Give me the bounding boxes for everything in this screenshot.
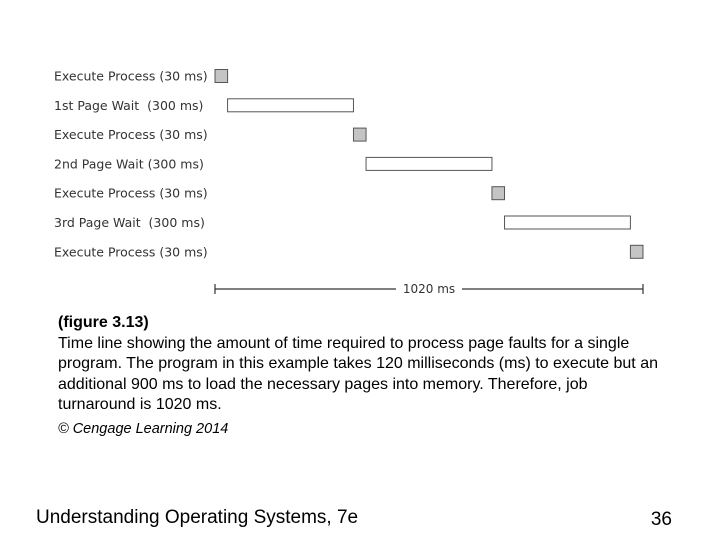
figure-caption <box>58 313 658 416</box>
row-label: Execute Process (30 ms) <box>54 185 208 201</box>
total-duration-marker <box>215 282 643 296</box>
figure-number: (figure 3.13) <box>58 314 149 331</box>
execute-bar <box>492 187 505 200</box>
page-wait-bar <box>366 157 492 170</box>
row-label: Execute Process (30 ms) <box>54 127 208 143</box>
figure-caption-text: Time line showing the amount of time required to process page faults for a single program. The program in this example takes 120 milliseconds (ms) to execute but an additional 900 ms to load the necessary pages into memory. Therefore, job turnaround is 1020 ms. <box>58 334 658 413</box>
row-labels <box>54 69 208 260</box>
row-label: 3rd Page Wait (300 ms) <box>54 215 205 230</box>
copyright-credit: © Cengage Learning 2014 <box>58 421 229 437</box>
execute-bar <box>353 128 366 141</box>
row-label: 1st Page Wait (300 ms) <box>54 97 204 113</box>
page-wait-bar <box>505 216 631 229</box>
timeline-bars <box>215 70 643 259</box>
row-label: Execute Process (30 ms) <box>54 244 208 260</box>
total-duration-label: 1020 ms <box>402 282 456 296</box>
footer-book-title: Understanding Operating Systems, 7e <box>36 507 359 528</box>
row-label: 2nd Page Wait (300 ms) <box>54 156 204 172</box>
page-number: 36 <box>650 509 672 530</box>
page-wait-bar <box>228 99 354 112</box>
execute-bar <box>215 70 228 83</box>
execute-bar <box>630 245 643 258</box>
row-label: Execute Process (30 ms) <box>54 68 208 84</box>
